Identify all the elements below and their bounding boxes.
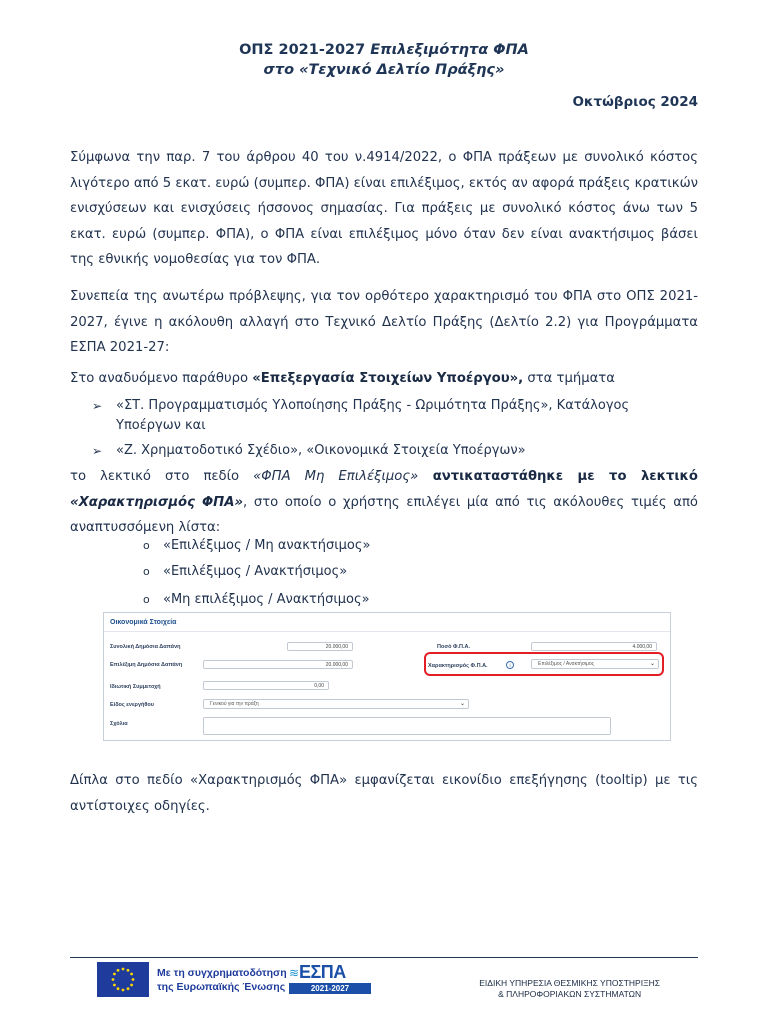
label-private: Ιδιωτική Συμμετοχή <box>110 684 161 690</box>
option-item-2 <box>143 562 347 582</box>
vat-characterization-value: Επιλέξιμος / Ανακτήσιμος <box>538 661 595 667</box>
chevron-down-icon: ⌄ <box>459 701 465 707</box>
paragraph-1: Σύμφωνα την παρ. 7 του άρθρου 40 του ν.4914/2022, ο ΦΠΑ πράξεων με συνολικό κόστος λιγότερο από 5 εκατ. ευρώ (συμπερ. ΦΠΑ) είναι επιλέξιμος, εκτός αν αφορά πράξεις κρατικών ενισχύσεων και ενισχύσεις ήσσονος σημασίας. Για πράξεις με συνολικό κόστος άνω των 5 εκατ. ευρώ (συμπερ. ΦΠΑ), ο ΦΠΑ είναι επιλέξιμος μόνο όταν δεν είναι ανακτήσιμος βάσει της εθνικής νομοθεσίας για τον ΦΠΑ. <box>70 150 698 267</box>
activation-value: Γενικού για την πράξη <box>210 701 259 707</box>
arrow-bullet-icon: ➢ <box>92 399 103 413</box>
document-date: Οκτώβριος 2024 <box>572 94 698 110</box>
option-marker: o <box>143 539 150 552</box>
eu-cofunding-text <box>157 966 287 994</box>
label-vat-amount: Ποσό Φ.Π.Α. <box>437 644 471 650</box>
para4-c: αντικαταστάθηκε με το λεκτικό <box>418 469 698 484</box>
organization-name <box>479 978 660 1000</box>
para3-bold: «Επεξεργασία Στοιχείων Υποέργου», <box>252 371 524 386</box>
eu-flag-icon <box>97 962 149 997</box>
title-subtitle: στο «Τεχνικό Δελτίο Πράξης» <box>263 62 505 78</box>
option-item-3 <box>143 590 370 610</box>
chevron-down-icon: ⌄ <box>649 661 655 667</box>
bullet-item-2 <box>92 441 698 461</box>
paragraph-3 <box>70 366 698 392</box>
eu-line-1: Με τη συγχρηματοδότηση <box>157 967 287 979</box>
option-text: «Μη επιλέξιμος / Ανακτήσιμος» <box>163 592 370 607</box>
option-text: «Επιλέξιμος / Ανακτήσιμος» <box>163 564 348 579</box>
paragraph-2: Συνεπεία της ανωτέρω πρόβλεψης, για τον ορθότερο χαρακτηρισμό του ΦΠΑ στο ΟΠΣ 2021-2027, έγινε η ακόλουθη αλλαγή στο Τεχνικό Δελτίο Πράξης (Δελτίο 2.2) για Προγράμματα ΕΣΠΑ 2021-27: <box>70 289 698 355</box>
eu-line-2: της Ευρωπαϊκής Ένωσης <box>157 981 286 993</box>
title-line-2 <box>0 60 768 80</box>
option-text: «Επιλέξιμος / Μη ανακτήσιμος» <box>163 538 371 553</box>
private-input[interactable]: 0,00 <box>203 681 329 690</box>
org-line-1: ΕΙΔΙΚΗ ΥΠΗΡΕΣΙΑ ΘΕΣΜΙΚΗΣ ΥΠΟΣΤΗΡΙΞΗΣ <box>479 978 660 988</box>
espa-logo <box>289 962 371 998</box>
notes-textarea[interactable] <box>203 717 611 735</box>
org-line-2: & ΠΛΗΡΟΦΟΡΙΑΚΩΝ ΣΥΣΤΗΜΑΤΩΝ <box>498 989 642 999</box>
bullet-text: «Ζ. Χρηματοδοτικό Σχέδιο», «Οικονομικά Στοιχεία Υποέργων» <box>116 443 526 458</box>
vat-amount-input[interactable]: 4.000,00 <box>531 642 657 651</box>
bullet-text: «ΣΤ. Προγραμματισμός Υλοποίησης Πράξης - Ωριμότητα Πράξης», Κατάλογος Υποέργων και <box>116 398 630 433</box>
info-icon[interactable]: i <box>506 661 514 669</box>
bullet-item-1 <box>92 396 698 436</box>
para4-b: «ΦΠΑ Μη Επιλέξιμος» <box>253 469 419 484</box>
title-italic: Επιλεξιμότητα ΦΠΑ <box>370 42 529 58</box>
title-line-1 <box>0 40 768 60</box>
para3-end: στα τμήματα <box>523 371 615 386</box>
para4-e: , στο οποίο ο χρήστης επιλέγει μία από τις ακόλουθες τιμές από αναπτυσσόμενη λίστα: <box>70 494 698 535</box>
activation-select[interactable] <box>203 699 469 709</box>
para4-a: το λεκτικό στο πεδίο <box>70 469 254 484</box>
para4-d: «Χαρακτηρισμός ΦΠΑ» <box>70 494 243 510</box>
form-screenshot <box>103 612 671 741</box>
paragraph-5: Δίπλα στο πεδίο «Χαρακτηρισμός ΦΠΑ» εμφανίζεται εικονίδιο επεξήγησης (tooltip) με τις αντίστοιχες οδηγίες. <box>70 773 698 814</box>
option-item-1 <box>143 536 370 556</box>
document-title <box>0 40 768 80</box>
footer-divider <box>70 957 698 958</box>
highlight-box <box>424 652 664 676</box>
paragraph-4 <box>70 464 698 541</box>
espa-word: ΕΣΠΑ <box>299 962 346 982</box>
title-plain: ΟΠΣ 2021-2027 <box>239 42 371 58</box>
label-total-public: Συνολική Δημόσια Δαπάνη <box>110 644 181 650</box>
label-eligible-public: Επιλέξιμη Δημόσια Δαπάνη <box>110 662 183 668</box>
label-notes: Σχόλια <box>110 721 128 727</box>
espa-wave-icon: ≋ <box>289 966 300 980</box>
eligible-public-input[interactable]: 20.000,00 <box>203 660 353 669</box>
total-public-input[interactable]: 20.000,00 <box>287 642 353 651</box>
espa-years: 2021-2027 <box>289 983 371 994</box>
option-marker: o <box>143 565 150 578</box>
para3-start: Στο αναδυόμενο παράθυρο <box>70 371 253 386</box>
form-divider <box>104 631 670 632</box>
arrow-bullet-icon: ➢ <box>92 444 103 458</box>
option-marker: o <box>143 593 150 606</box>
label-vat-characterization: Χαρακτηρισμός Φ.Π.Α. <box>428 663 488 669</box>
label-activation: Είδος ενεργήθου <box>110 702 154 708</box>
form-header: Οικονομικά Στοιχεία <box>110 619 177 626</box>
